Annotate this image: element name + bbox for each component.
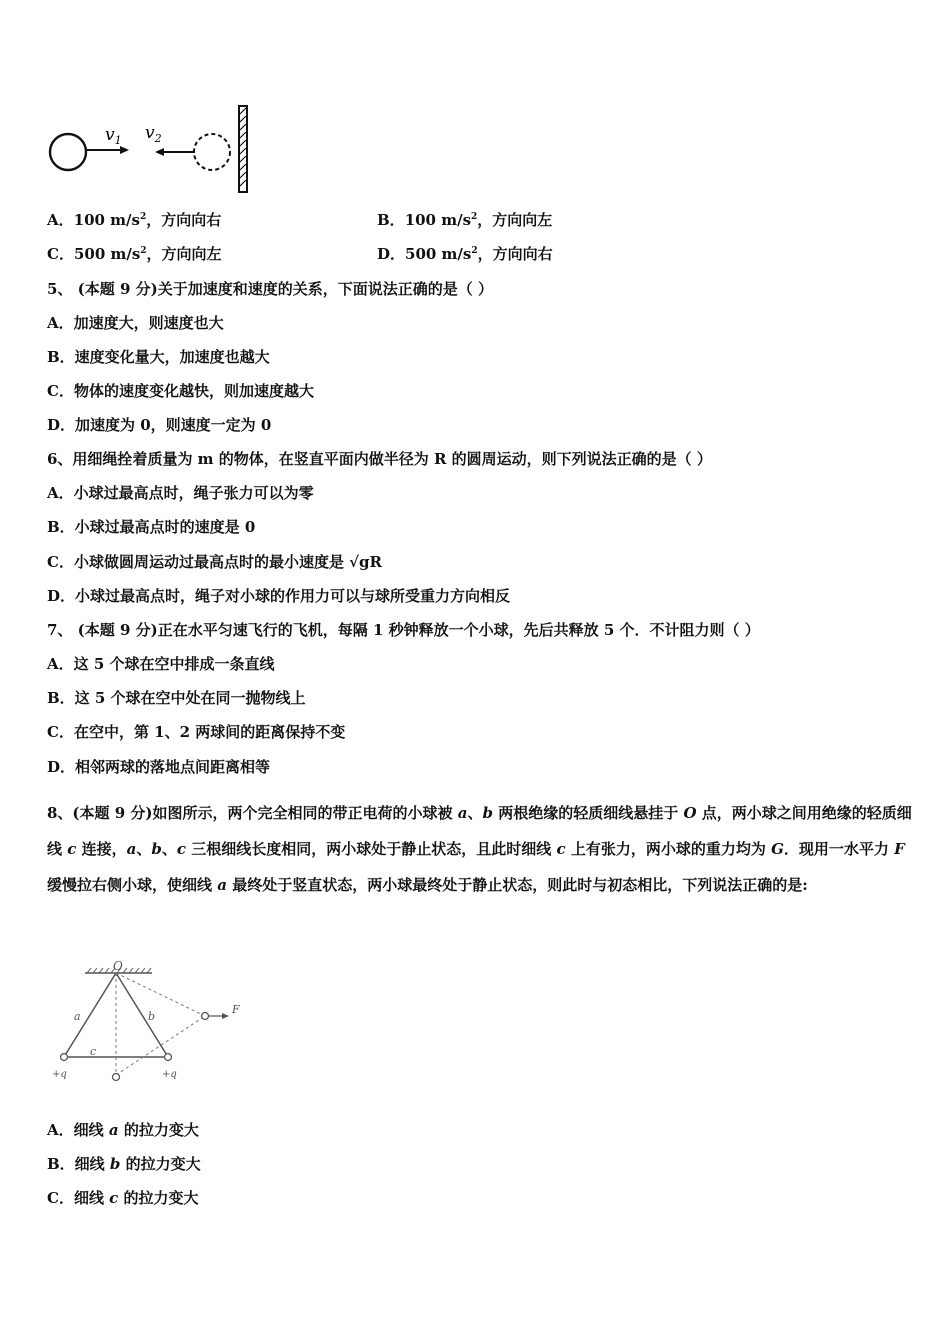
- q7-stem: 7、 (本题 9 分)正在水平匀速飞行的飞机，每隔 1 秒钟释放一个小球，先后共释放 5 个．不计阻力则（ ）: [47, 621, 760, 639]
- q7-option-b[interactable]: B．这 5 个球在空中处在同一抛物线上: [47, 689, 306, 707]
- q8-option-b[interactable]: B．细线 b 的拉力变大: [47, 1155, 201, 1173]
- q8-option-a[interactable]: A．细线 a 的拉力变大: [47, 1121, 199, 1139]
- v2-arrowhead: [155, 148, 164, 156]
- q7-option-a[interactable]: A．这 5 个球在空中排成一条直线: [47, 655, 275, 673]
- final-position-right: [202, 1013, 209, 1020]
- string-a-label: a: [74, 1010, 81, 1023]
- q4-option-d[interactable]: D．500 $m/s^2$，方向向右: [377, 245, 553, 263]
- point-o-label: O: [113, 959, 123, 973]
- q6-option-a[interactable]: A．小球过最高点时，绳子张力可以为零: [47, 484, 314, 502]
- q6-option-d[interactable]: D．小球过最高点时，绳子对小球的作用力可以与球所受重力方向相反: [47, 587, 511, 605]
- right-charge-label: +q: [162, 1069, 177, 1080]
- q5-stem: 5、 (本题 9 分)关于加速度和速度的关系，下面说法正确的是（ ）: [47, 280, 493, 298]
- q4-option-c[interactable]: C．500 $m/s^2$，方向向左: [47, 245, 222, 263]
- string-c-label: c: [90, 1045, 97, 1058]
- force-f-label: F: [232, 1003, 240, 1016]
- q4-option-a[interactable]: A．100 $m/s^2$，方向向右: [47, 211, 222, 229]
- force-f-arrowhead: [222, 1013, 229, 1019]
- q6-stem: 6、用细绳拴着质量为 m 的物体，在竖直平面内做半径为 R 的圆周运动，则下列说法正确的是（ ）: [47, 450, 712, 468]
- right-charge: [165, 1054, 172, 1061]
- q8-option-c[interactable]: C．细线 c 的拉力变大: [47, 1189, 199, 1207]
- q4-option-b[interactable]: B．100 $m/s^2$，方向向左: [377, 211, 553, 229]
- v1-arrowhead: [120, 146, 129, 154]
- q8-stem: 8、(本题 9 分)如图所示，两个完全相同的带正电荷的小球被 a、b 两根绝缘的轻质细线悬挂于 O 点，两小球之间用绝缘的轻质细线 c 连接，a、b、c 三根细线长度相同，两小球处于静止状态，且此时细线 c 上有张力，两小球的重力均为 G．现用一水平力 F 缓慢拉右侧小球，使细线 a 最终处于竖直状态，两小球最终处于静止状态，则此时与初态相比，下列说法正确的是:: [47, 804, 912, 894]
- q6-option-b[interactable]: B．小球过最高点时的速度是 0: [47, 518, 256, 536]
- q5-option-d[interactable]: D．加速度为 0，则速度一定为 0: [47, 416, 272, 434]
- q5-option-c[interactable]: C．物体的速度变化越快，则加速度越大: [47, 382, 314, 400]
- wall-hatch: [240, 108, 246, 186]
- suspension-figure: [50, 958, 250, 1086]
- final-position-lower: [113, 1074, 120, 1081]
- q7-option-c[interactable]: C．在空中，第 1、2 两球间的距离保持不变: [47, 723, 346, 741]
- q7-option-d[interactable]: D．相邻两球的落地点间距离相等: [47, 758, 271, 776]
- string-b: [116, 973, 168, 1057]
- left-charge: [61, 1054, 68, 1061]
- q6-option-c[interactable]: C．小球做圆周运动过最高点时的最小速度是 √gR: [47, 553, 382, 571]
- v2-label: $v_2$: [145, 123, 162, 145]
- left-ball: [50, 134, 86, 170]
- right-ball-dashed: [194, 134, 230, 170]
- string-b-label: b: [148, 1010, 156, 1023]
- left-charge-label: +q: [52, 1069, 67, 1080]
- v1-label: $v_1$: [105, 125, 122, 147]
- collision-figure: [45, 100, 260, 195]
- q5-option-b[interactable]: B．速度变化量大，加速度也越大: [47, 348, 270, 366]
- q5-option-a[interactable]: A．加速度大，则速度也大: [47, 314, 224, 332]
